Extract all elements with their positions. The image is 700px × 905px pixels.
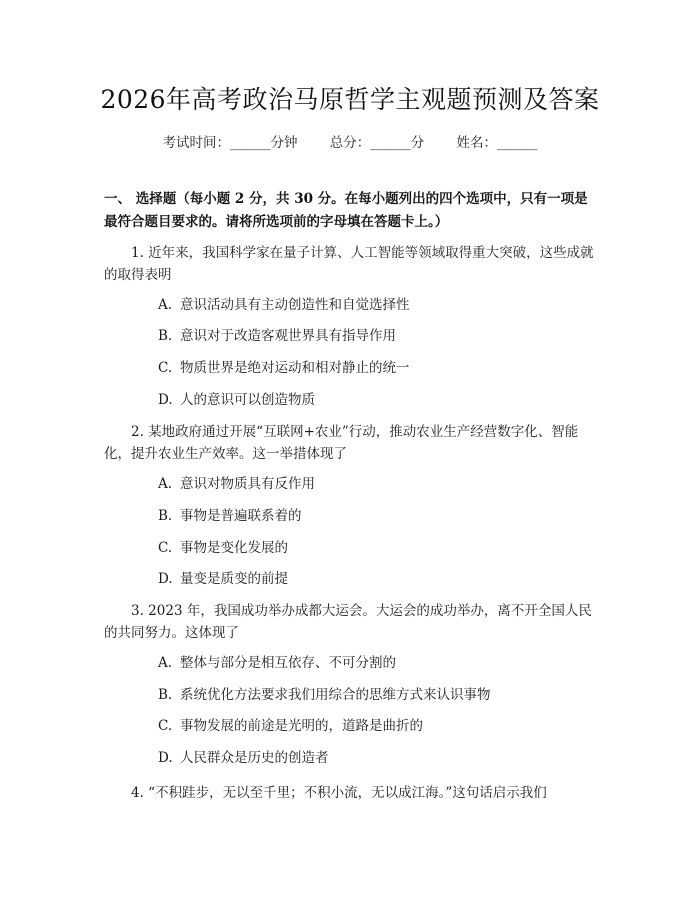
option-text: 意识活动具有主动创造性和自觉选择性 [180,297,410,313]
document-title: 2026年高考政治马原哲学主观题预测及答案 [100,85,600,114]
option-letter: C. [158,718,173,734]
question-1-option-b [158,326,598,346]
option-letter: A. [158,655,173,671]
question-2-option-d [158,569,598,589]
total-score-field: 总分：______分 [329,135,425,151]
question-1-stem: 1. 近年来，我国科学家在量子计算、人工智能等领域取得重大突破，这些成就的取得表明 [104,245,594,283]
option-text: 系统优化方法要求我们用综合的思维方式来认识事物 [180,687,491,703]
option-letter: D. [158,392,173,408]
question-2-option-c [158,538,598,558]
exam-info-line [0,131,700,151]
question-3-option-d [158,748,598,768]
question-3-option-a [158,653,598,673]
option-letter: D. [158,571,173,587]
question-1-option-d [158,390,598,410]
question-2-option-b [158,506,598,526]
student-name-field: 姓名：______ [456,135,538,151]
option-letter: C. [158,360,173,376]
option-letter: A. [158,476,173,492]
option-text: 物质世界是绝对运动和相对静止的统一 [180,360,410,376]
question-1-option-a [158,295,598,315]
option-text: 事物发展的前途是光明的，道路是曲折的 [180,718,423,734]
option-text: 人民群众是历史的创造者 [180,750,329,766]
question-3-option-c [158,716,598,736]
exam-time-field: 考试时间：______分钟 [162,135,298,151]
option-text: 量变是质变的前提 [180,571,288,587]
option-letter: B. [158,508,173,524]
option-text: 整体与部分是相互依存、不可分割的 [180,655,396,671]
option-letter: B. [158,328,173,344]
question-2-option-a [158,474,598,494]
question-2-stem: 2. 某地政府通过开展“互联网+农业”行动，推动农业生产经营数字化、智能化，提升农业生产效率。这一举措体现了 [104,424,579,462]
option-letter: C. [158,540,173,556]
option-letter: D. [158,750,173,766]
option-letter: A. [158,297,173,313]
question-3-stem: 3. 2023 年，我国成功举办成都大运会。大运会的成功举办，离不开全国人民的共同努力。这体现了 [104,603,592,641]
option-text: 事物是变化发展的 [180,540,288,556]
option-text: 意识对物质具有反作用 [180,476,315,492]
option-text: 人的意识可以创造物质 [180,392,315,408]
question-4-stem: 4. “不积跬步，无以至千里；不积小流，无以成江海。”这句话启示我们 [131,785,547,801]
option-text: 意识对于改造客观世界具有指导作用 [180,328,396,344]
option-text: 事物是普遍联系着的 [180,508,302,524]
question-1-option-c [158,358,598,378]
question-3-option-b [158,685,598,705]
option-letter: B. [158,687,173,703]
section-heading-choice: 一、 选择题（每小题 2 分，共 30 分。在每小题列出的四个选项中，只有一项是最符合题目要求的。请将所选项前的字母填在答题卡上。） [104,191,588,230]
